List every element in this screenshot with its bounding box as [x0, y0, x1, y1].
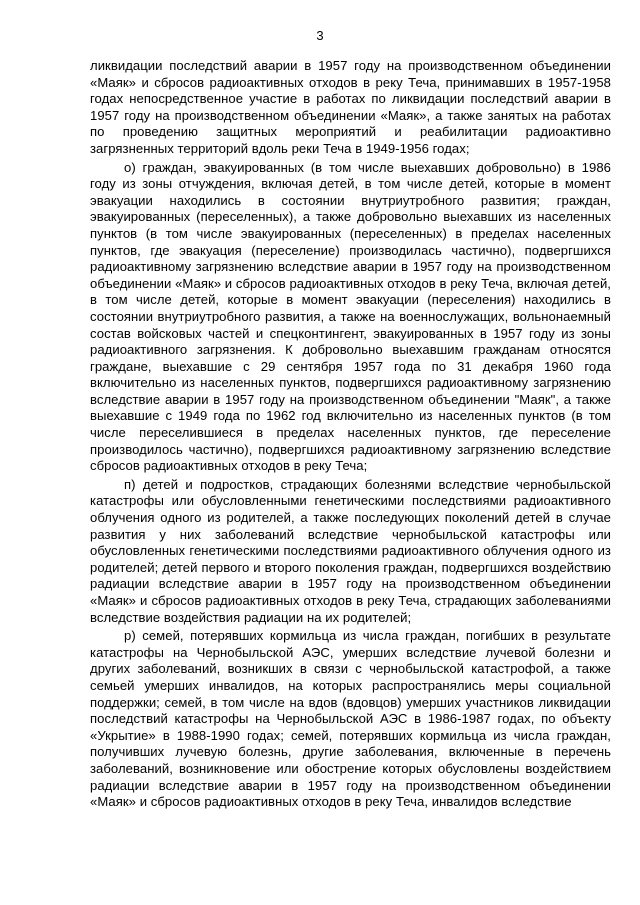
paragraph-continuation: ликвидации последствий аварии в 1957 году на производственном объединении «Маяк» и сбросов радиоактивных отходов в реку Теча, принимавших в 1957-1958 годах непосредственное участие в работах по ликвидации последствий аварии в 1957 году на производственном объединении «Маяк», а также занятых на работах по проведению защитных мероприятий и реабилитации радиоактивно загрязненных территорий вдоль реки Теча в 1949-1956 годах; [90, 58, 611, 156]
document-body [90, 58, 611, 813]
page-number: 3 [316, 28, 324, 43]
paragraph-item-p: п) детей и подростков, страдающих болезнями вследствие чернобыльской катастрофы или обусловленными генетическими последствиями радиоактивного облучения одного из родителей, а также последующих поколений детей в случае развития у них заболеваний вследствие чернобыльской катастрофы или обусловленных генетическими последствиями радиоактивного облучения одного из родителей; детей первого и второго поколения граждан, подвергшихся воздействию радиации вследствие аварии в 1957 году на производственном объединении «Маяк» и сбросов радиоактивных отходов в реку Теча, страдающих заболеваниями вследствие воздействия радиации на их родителей; [90, 476, 611, 625]
paragraph-item-r: р) семей, потерявших кормильца из числа граждан, погибших в результате катастрофы на Чернобыльской АЭС, умерших вследствие лучевой болезни и других заболеваний, возникших в связи с чернобыльской катастрофой, а также семьей умерших инвалидов, на которых распространялись меры социальной поддержки; семей, в том числе на вдов (вдовцов) умерших участников ликвидации последствий катастрофы на Чернобыльской АЭС в 1986-1987 годах, по объекту «Укрытие» в 1988-1990 годах; семей, потерявших кормильца из числа граждан, получивших лучевую болезнь, другие заболевания, включенные в перечень заболеваний, возникновение или обострение которых обусловлены воздействием радиации вследствие аварии в 1957 году на производственном объединении «Маяк» и сбросов радиоактивных отходов в реку Теча, инвалидов вследствие [90, 628, 611, 810]
paragraph-item-o: о) граждан, эвакуированных (в том числе выехавших добровольно) в 1986 году из зоны отчуждения, включая детей, в том числе детей, которые в момент эвакуации находились в состоянии внутриутробного развития; граждан, эвакуированных (переселенных), а также добровольно выехавших из населенных пунктов (в том числе эвакуированных (переселенных) в пределах населенных пунктов, где эвакуация (переселение) производилась частично), подвергшихся радиоактивному загрязнению вследствие аварии в 1957 году на производственном объединении «Маяк» и сбросов радиоактивных отходов в реку Теча, включая детей, в том числе детей, которые в момент эвакуации (переселения) находились в состоянии внутриутробного развития, а также на военнослужащих, вольнонаемный состав войсковых частей и спецконтингент, эвакуированных в 1957 году из зоны радиоактивного загрязнения. К добровольно выехавшим гражданам относятся граждане, выехавшие с 29 сентября 1957 года по 31 декабря 1960 года включительно из населенных пунктов, подвергшихся радиоактивному загрязнению вследствие аварии в 1957 году на производственном объединении "Маяк", а также выехавшие с 1949 года по 1962 год включительно из населенных пунктов (в том числе переселившиеся в пределах населенных пунктов, где переселение производилось частично), подвергшихся радиоактивному загрязнению вследствие сбросов радиоактивных отходов в реку Теча; [90, 159, 611, 474]
